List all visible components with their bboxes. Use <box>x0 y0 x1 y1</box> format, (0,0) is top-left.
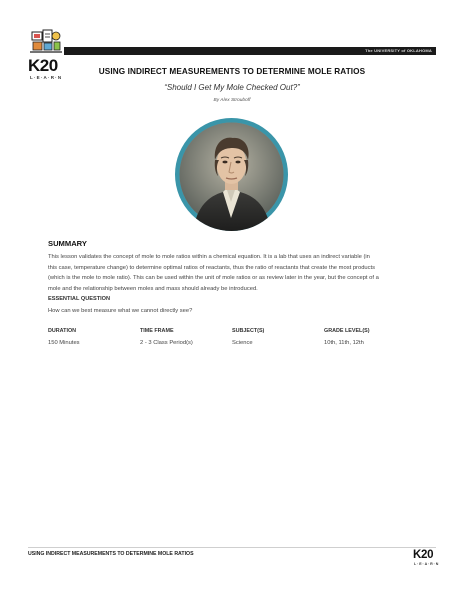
subjects-value: Science <box>232 340 253 346</box>
k20-logo-subtext: L·E·A·R·N <box>30 75 63 80</box>
k20-logo-text: K20 <box>28 56 58 75</box>
summary-text <box>48 252 420 294</box>
portrait-illustration <box>175 118 288 231</box>
footer-divider <box>28 547 436 548</box>
lesson-title: USING INDIRECT MEASUREMENTS TO DETERMINE MOLE RATIOS <box>98 67 366 76</box>
lesson-subtitle: “Should I Get My Mole Checked Out?” <box>164 83 300 92</box>
duration-value: 150 Minutes <box>48 340 80 346</box>
footer-logo-subtext: L·E·A·R·N <box>414 562 440 566</box>
header-bar <box>64 47 436 55</box>
subjects-label: SUBJECT(S) <box>232 328 265 334</box>
k20-logo-icon <box>30 28 62 54</box>
grade-levels-value: 10th, 11th, 12th <box>324 340 364 346</box>
summary-line: (which is the mole to mole ratio). This can be used within the unit of mole ratios or as review later in the year, but the concept of a <box>48 275 379 282</box>
summary-line: this case, temperature change) to determine optimal ratios of reactants, thus the ratio of reactants that create the most products <box>48 264 376 271</box>
summary-line: This lesson validates the concept of mole to mole ratios within a chemical equation. It is a lab that uses an indirect variable (in <box>48 254 370 260</box>
essential-question-text: How can we best measure what we cannot directly see? <box>48 308 193 314</box>
time-frame-label: TIME FRAME <box>140 328 174 334</box>
essential-question-heading: ESSENTIAL QUESTION <box>48 296 111 302</box>
time-frame-value: 2 - 3 Class Period(s) <box>140 340 193 346</box>
footer-title: USING INDIRECT MEASUREMENTS TO DETERMINE MOLE RATIOS <box>28 551 194 557</box>
summary-heading: SUMMARY <box>48 239 87 248</box>
duration-label: DURATION <box>48 328 77 334</box>
summary-line: mole and the relationship between moles and mass should already be introduced. <box>48 285 258 292</box>
avogadro-portrait <box>175 118 288 231</box>
footer-logo-text: K20 <box>413 549 434 561</box>
lesson-author: By Alex Strouboff <box>213 98 251 103</box>
header-bar-text: The UNIVERSITY of OKLAHOMA <box>365 48 432 53</box>
grade-levels-label: GRADE LEVEL(S) <box>324 328 370 334</box>
